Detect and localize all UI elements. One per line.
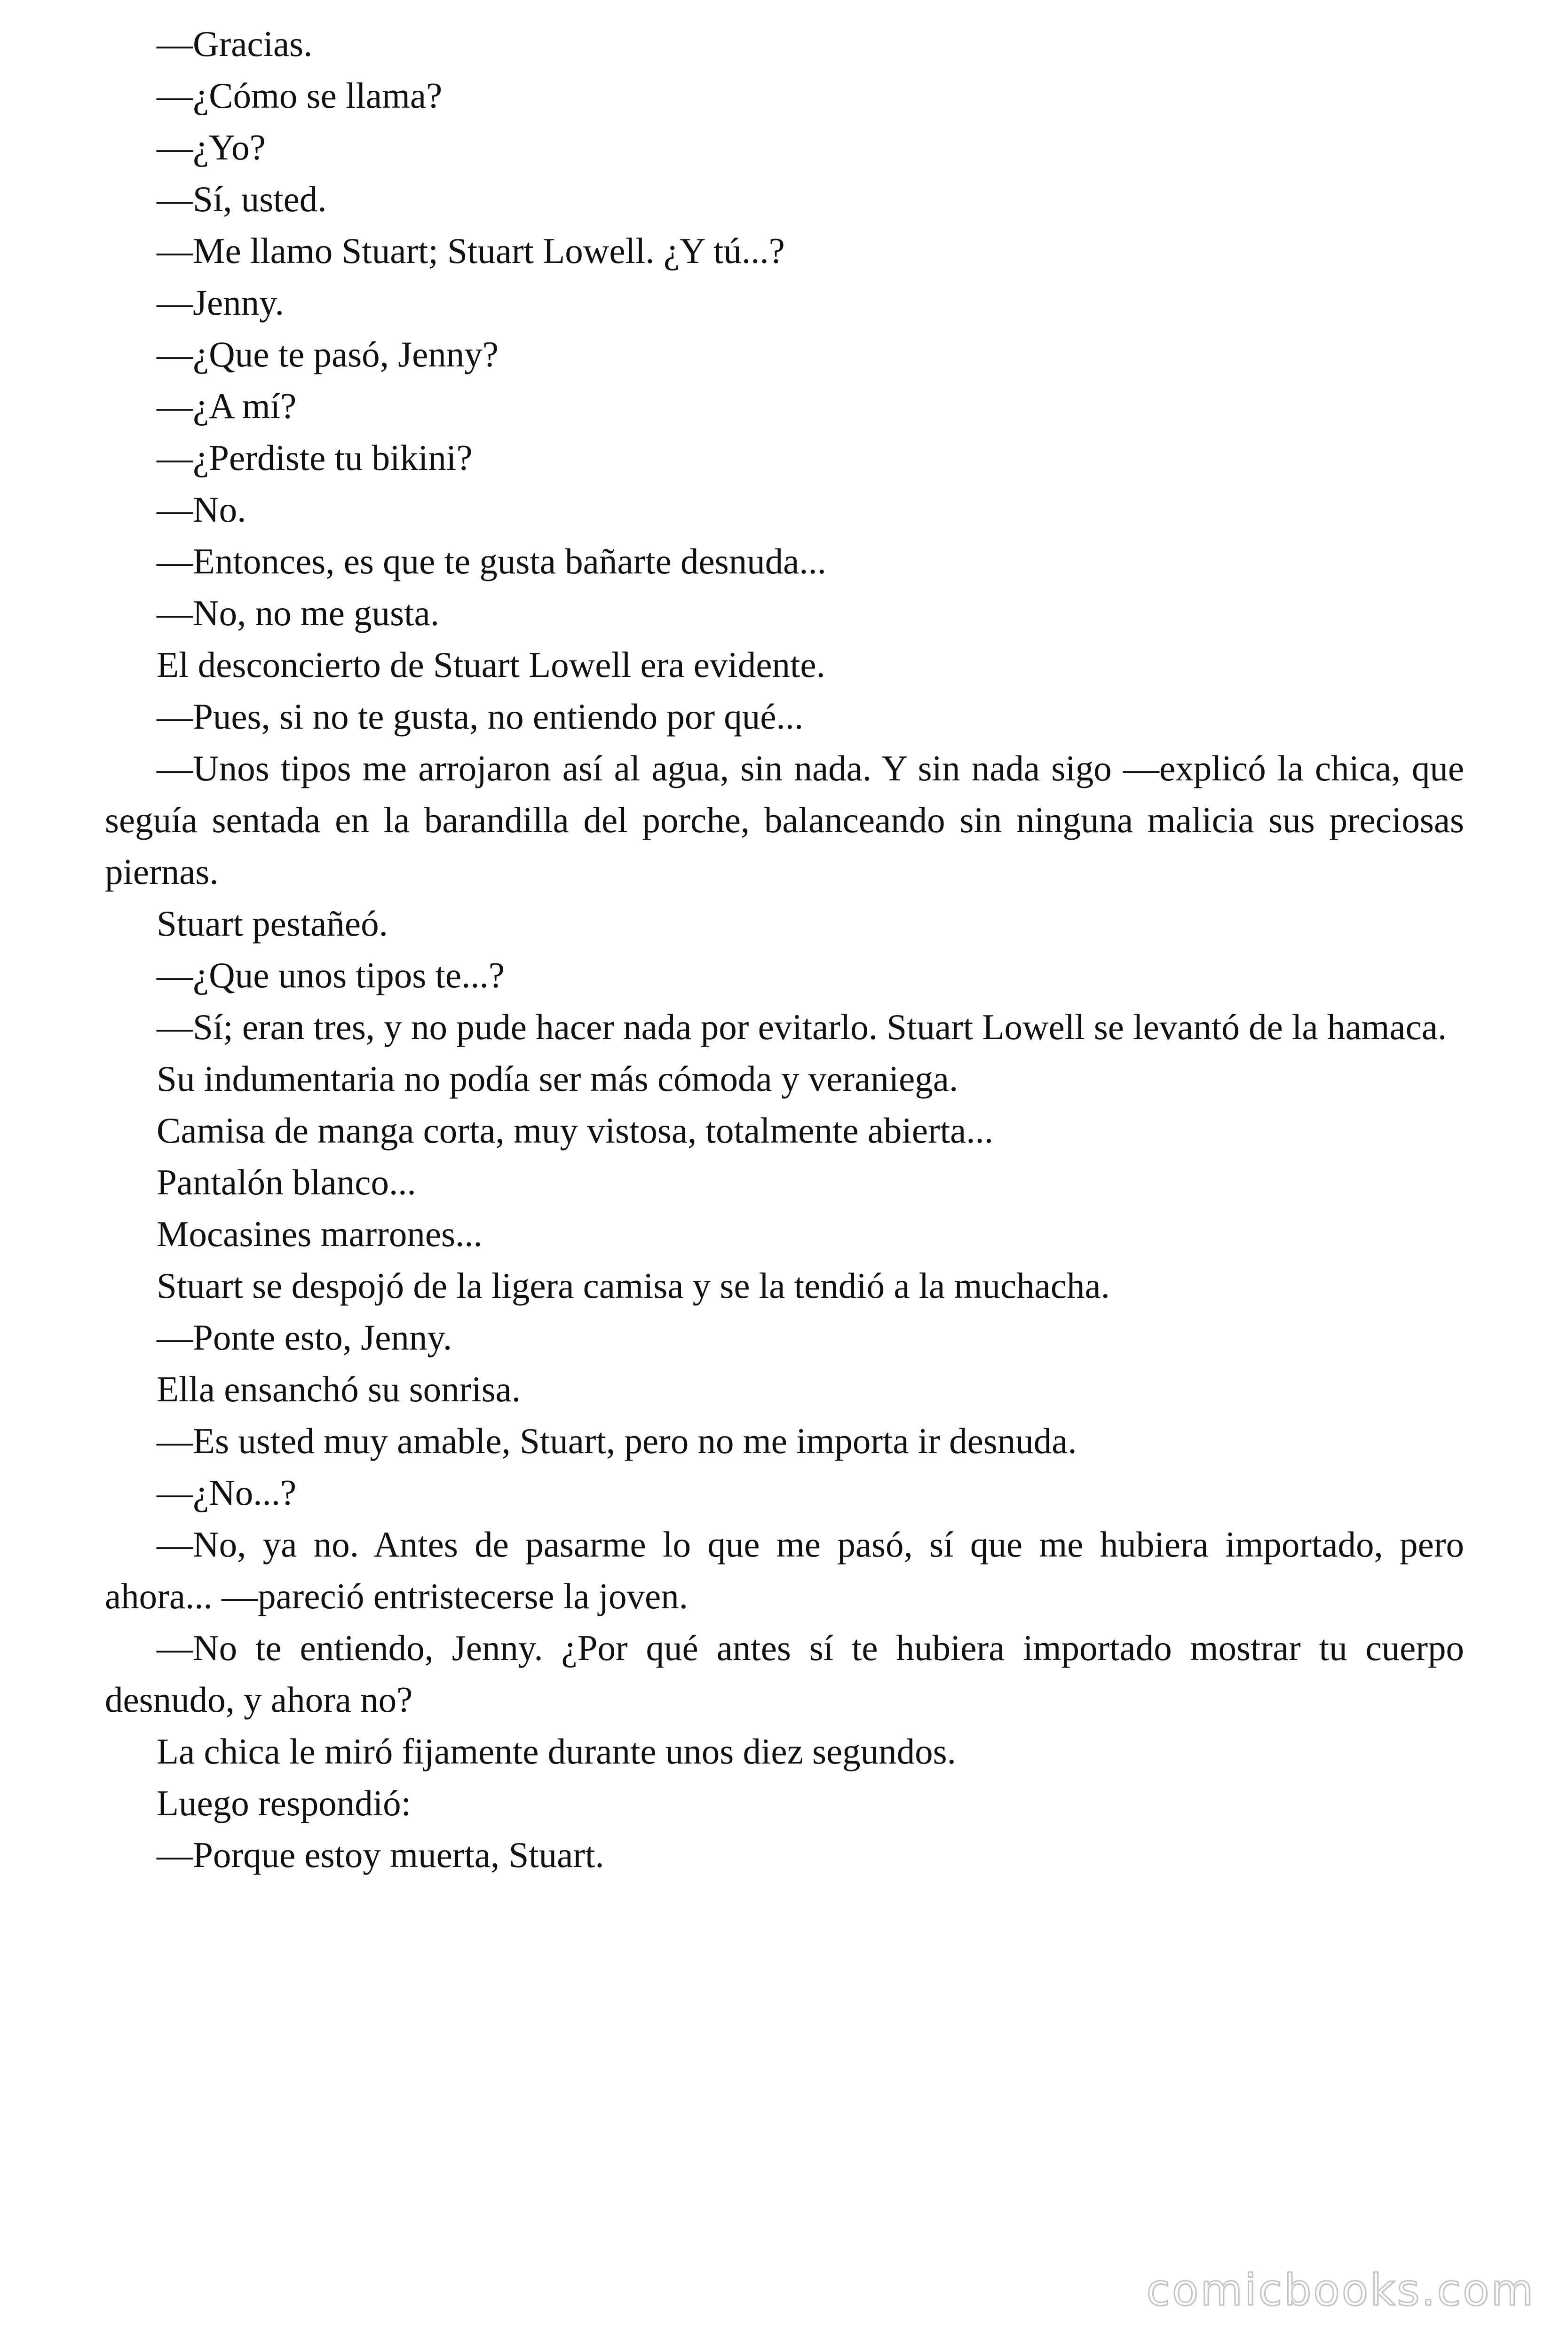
- paragraph: —Porque estoy muerta, Stuart.: [157, 1835, 604, 1875]
- paragraph: Pantalón blanco...: [157, 1162, 416, 1202]
- paragraph: —¿Yo?: [157, 127, 266, 167]
- watermark-logo: comicbooks.com: [1146, 2265, 1535, 2315]
- paragraph: —¿Cómo se llama?: [157, 75, 443, 116]
- paragraph: —No te entiendo, Jenny. ¿Por qué antes sí te hubiera importado mostrar tu cuerpo desnudo, y ahora no?: [105, 1628, 1464, 1720]
- paragraph: —Sí; eran tres, y no pude hacer nada por evitarlo. Stuart Lowell se levantó de la hamaca.: [157, 1007, 1447, 1047]
- paragraph: —Unos tipos me arrojaron así al agua, sin nada. Y sin nada sigo —explicó la chica, que seguía sentada en la barandilla del porche, balanceando sin ninguna malicia sus preciosas piernas.: [105, 748, 1464, 892]
- paragraph: Su indumentaria no podía ser más cómoda y veraniega.: [157, 1058, 958, 1099]
- paragraph: Ella ensanchó su sonrisa.: [157, 1369, 521, 1409]
- paragraph: —Jenny.: [157, 282, 284, 323]
- paragraph: —Es usted muy amable, Stuart, pero no me importa ir desnuda.: [157, 1421, 1077, 1461]
- paragraph: —Ponte esto, Jenny.: [157, 1317, 452, 1358]
- paragraph: Luego respondió:: [157, 1783, 412, 1823]
- paragraph: Mocasines marrones...: [157, 1214, 483, 1254]
- paragraph: Stuart pestañeó.: [157, 903, 388, 944]
- paragraph: —No, no me gusta.: [157, 593, 439, 633]
- paragraph: —¿No...?: [157, 1472, 297, 1513]
- paragraph: —Entonces, es que te gusta bañarte desnuda...: [157, 541, 827, 581]
- paragraph: —Gracias.: [157, 24, 313, 64]
- paragraph: Stuart se despojó de la ligera camisa y se la tendió a la muchacha.: [157, 1265, 1110, 1306]
- paragraph: —No, ya no. Antes de pasarme lo que me pasó, sí que me hubiera importado, pero ahora... —pareció entristecerse la joven.: [105, 1524, 1464, 1616]
- body-text: [105, 18, 1464, 1881]
- paragraph: —Sí, usted.: [157, 179, 327, 219]
- paragraph: El desconcierto de Stuart Lowell era evidente.: [157, 644, 825, 685]
- paragraph: La chica le miró fijamente durante unos diez segundos.: [157, 1731, 956, 1772]
- paragraph: —¿A mí?: [157, 386, 297, 426]
- paragraph: —¿Que unos tipos te...?: [157, 955, 505, 995]
- paragraph: —No.: [157, 489, 246, 530]
- paragraph: —Pues, si no te gusta, no entiendo por qué...: [157, 696, 804, 737]
- paragraph: Camisa de manga corta, muy vistosa, totalmente abierta...: [157, 1110, 994, 1151]
- paragraph: —Me llamo Stuart; Stuart Lowell. ¿Y tú...?: [157, 230, 785, 271]
- paragraph: —¿Que te pasó, Jenny?: [157, 334, 499, 374]
- paragraph: —¿Perdiste tu bikini?: [157, 437, 473, 478]
